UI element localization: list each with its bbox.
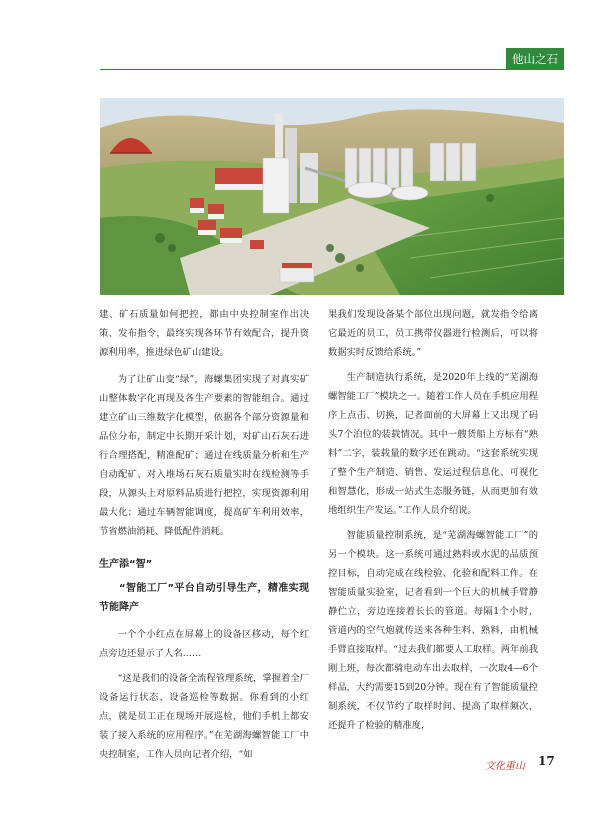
- hero-figure: [100, 98, 564, 295]
- section-subheading: “智能工厂”平台自动引导生产，精准实现节能降产: [99, 583, 309, 613]
- right-paragraph-3: 智能质量控制系统，是“芜湖海螺智能工厂”的另一个模块。这一系统可通过熟料或水泥的品质预控目标，自动完成在线检验、化验和配料工作。在智能质量实验室，记者看到一个巨大的机械手臂静静伫立，旁边连接着长长的管道。每隔1个小时，管道内的空气炮就传送来各种生料、熟料，由机械手臂直接取样。“过去我们都要人工取样。两年前我刚上班，每次都骑电动车出去取样，一次取4—6个样品，大约需要15到20分钟。现在有了智能质量控制系统，不仅节约了取样时间、提高了取样频次，还提升了检验的精准度，: [328, 530, 538, 731]
- left-paragraph-1: 建、矿石质量如何把控，都由中央控制室作出决策、发布指令，最终实现各环节有效配合，提升资源利用率，推进绿色矿山建设。: [99, 309, 309, 358]
- left-column: [99, 305, 309, 764]
- page-number: 17: [538, 754, 555, 768]
- magazine-logo: 文化重山: [485, 761, 525, 772]
- left-paragraph-3: 一个个小红点在屏幕上的设备区移动，每个红点旁边还显示了人名……: [99, 629, 309, 659]
- right-column: [328, 305, 538, 735]
- left-paragraph-2: 为了让矿山变“绿”，海螺集团实现了对真实矿山整体数字化再现及各生产要素的智能组合。通过建立矿山三维数字化模型，依据各个部分资源量和品位分布，制定中长期开采计划，对矿山石灰石进行合理搭配，精准配矿；通过在线质量分析和生产自动配矿、对入堆场石灰石质量实时在线检测等手段，从源头上对原料品质进行把控，实现资源利用最大化；通过车辆智能调度，提高矿车利用效率，节省燃油消耗、降低配件消耗。: [99, 374, 309, 537]
- cement-plant-illustration: [100, 98, 564, 295]
- header-divider: [100, 69, 564, 70]
- section-tag: 他山之石: [506, 48, 564, 70]
- left-paragraph-4: “这是我们的设备全流程管理系统，掌握着全厂设备运行状态、设备巡检等数据。你看到的小红点，就是员工正在现场开展巡检，他们手机上都安装了接入系统的应用程序。”在芜湖海螺智能工厂中央控制室，工作人员向记者介绍，“如: [99, 673, 309, 760]
- right-paragraph-1: 果我们发现设备某个部位出现问题，就发指令给离它最近的员工，员工携带仪器进行检测后，可以将数据实时反馈给系统。”: [328, 309, 538, 358]
- section-heading: 生产添“智”: [99, 559, 153, 570]
- right-paragraph-2: 生产制造执行系统，是2020年上线的“芜湖海螺智能工厂”模块之一。随着工作人员在手机应用程序上点击、切换，记者面前的大屏幕上又出现了码头7个泊位的装载情况。其中一艘货船上方标有“熟料”二字，装载量的数字还在跳动。“这套系统实现了整个生产制造、销售、发运过程信息化、可视化和智慧化，形成一站式生态服务链，从而更加有效地组织生产发运。”工作人员介绍说。: [328, 372, 538, 516]
